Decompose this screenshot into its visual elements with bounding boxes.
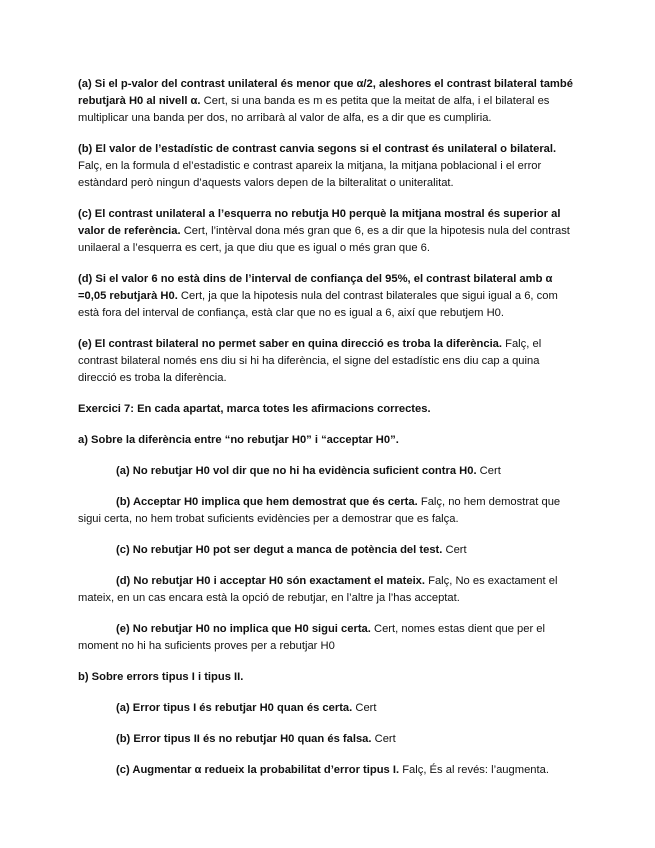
section-a-item-b bbox=[78, 494, 577, 528]
statement: (e) El contrast bilateral no permet saber en quina direcció es troba la diferència. bbox=[78, 338, 503, 350]
statement: (c) El contrast unilateral a l’esquerra no rebutja H0 perquè la mitjana mostral és superior al valor de referència. bbox=[78, 208, 561, 237]
exercise-title bbox=[78, 401, 577, 418]
exercise-title-text: Exercici 7: En cada apartat, marca totes les afirmacions correctes. bbox=[78, 403, 431, 415]
section-a-title bbox=[78, 432, 577, 449]
section-a-item-a bbox=[78, 463, 577, 480]
paragraph-a bbox=[78, 76, 577, 127]
section-b-item-c bbox=[78, 762, 577, 779]
section-b-item-a bbox=[78, 700, 577, 717]
answer: Cert bbox=[476, 465, 501, 477]
statement: (a) No rebutjar H0 vol dir que no hi ha evidència suficient contra H0. bbox=[116, 465, 477, 477]
answer: Falç, no hem demostrat que sigui certa, no hem trobat suficients evidències per a demostrar que es falça. bbox=[78, 496, 561, 525]
answer: Cert, l’intèrval dona més gran que 6, es a dir que la hipotesis nula del contrast unilaeral a l’esquerra es cert, ja que diu que es igual o més gran que 6. bbox=[78, 225, 570, 254]
answer: Falç, el contrast bilateral només ens diu si hi ha diferència, el signe del estadístic ens diu cap a quina direcció es troba la diferència. bbox=[78, 338, 542, 384]
paragraph-e bbox=[78, 336, 577, 387]
section-a-title-text: a) Sobre la diferència entre “no rebutjar H0” i “acceptar H0”. bbox=[78, 434, 399, 446]
answer: Cert, ja que la hipotesis nula del contrast bilaterales que sigui igual a 6, com està fora del interval de confiança, està clar que no es igual a 6, així que rebutjem H0. bbox=[78, 290, 558, 319]
answer: Falç, No es exactament el mateix, en un cas encara està la opció de rebutjar, en l’altre ja l’has acceptat. bbox=[78, 575, 558, 604]
statement: (d) No rebutjar H0 i acceptar H0 són exactament el mateix. bbox=[116, 575, 426, 587]
statement: (c) No rebutjar H0 pot ser degut a manca de potència del test. bbox=[116, 544, 443, 556]
section-b-title-text: b) Sobre errors tipus I i tipus II. bbox=[78, 671, 244, 683]
section-b-title bbox=[78, 669, 577, 686]
section-a-item-d bbox=[78, 573, 577, 607]
statement: (a) Si el p-valor del contrast unilateral és menor que α/2, aleshores el contrast bilateral també rebutjarà H0 al nivell α. bbox=[78, 78, 573, 107]
answer: Falç, en la formula d el’estadistic e contrast apareix la mitjana, la mitjana poblacional i el error estàndard però ningun d’aquests valors depen de la bilteralitat o uniteralitat. bbox=[78, 160, 542, 189]
section-a-item-c bbox=[78, 542, 577, 559]
paragraph-d bbox=[78, 271, 577, 322]
answer: Cert bbox=[442, 544, 467, 556]
statement: (b) El valor de l’estadístic de contrast canvia segons si el contrast és unilateral o bilateral. bbox=[78, 143, 557, 155]
answer: Cert bbox=[371, 733, 396, 745]
answer: Cert, nomes estas dient que per el moment no hi ha suficients proves per a rebutjar H0 bbox=[78, 623, 546, 652]
answer: Falç, És al revés: l’augmenta. bbox=[399, 764, 549, 776]
statement: (a) Error tipus I és rebutjar H0 quan és certa. bbox=[116, 702, 353, 714]
answer: Cert bbox=[352, 702, 377, 714]
section-a-item-e bbox=[78, 621, 577, 655]
section-b-item-b bbox=[78, 731, 577, 748]
paragraph-c bbox=[78, 206, 577, 257]
statement: (d) Si el valor 6 no està dins de l’interval de confiança del 95%, el contrast bilateral amb α =0,05 rebutjarà H0. bbox=[78, 273, 553, 302]
paragraph-b bbox=[78, 141, 577, 192]
statement: (c) Augmentar α redueix la probabilitat d’error tipus I. bbox=[116, 764, 400, 776]
answer: Cert, si una banda es m es petita que la meitat de alfa, i el bilateral es multiplicar una banda per dos, no arribarà al valor de alfa, es a dir que es cumpliria. bbox=[78, 95, 550, 124]
statement: (b) Error tipus II és no rebutjar H0 quan és falsa. bbox=[116, 733, 372, 745]
statement: (e) No rebutjar H0 no implica que H0 sigui certa. bbox=[116, 623, 371, 635]
statement: (b) Acceptar H0 implica que hem demostrat que és certa. bbox=[116, 496, 418, 508]
